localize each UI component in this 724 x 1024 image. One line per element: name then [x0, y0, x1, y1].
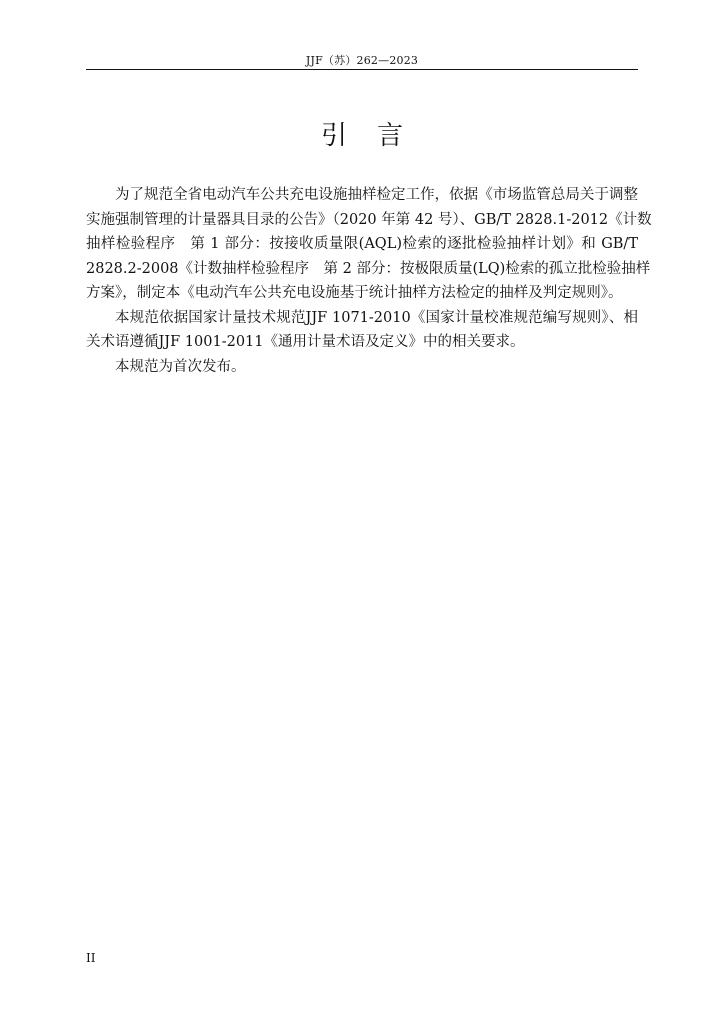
text-line: 实施强制管理的计量器具目录的公告》（2020 年第 42 号）、GB/T 2828.1-2012《计数	[86, 211, 652, 228]
text-line: 2828.2-2008《计数抽样检验程序 第 2 部分：按极限质量(LQ)检索的孤立批检验抽样	[86, 260, 651, 277]
text-line: 方案》，制定本《电动汽车公共充电设施基于统计抽样方法检定的抽样及判定规则》。	[86, 285, 623, 301]
text-line: 为了规范全省电动汽车公共充电设施抽样检定工作，依据《市场监管总局关于调整	[115, 187, 638, 203]
page-title: 引言	[320, 121, 433, 151]
paragraph-1	[86, 183, 652, 306]
text-line: 抽样检验程序 第 1 部分：按接收质量限(AQL)检索的逐批检验抽样计划》和 GB/T	[86, 236, 638, 252]
running-header: JJF（苏）262—2023	[305, 54, 419, 67]
body-text	[86, 183, 652, 379]
header-rule	[86, 69, 638, 70]
page-number: II	[86, 951, 96, 965]
text-line: 本规范依据国家计量技术规范JJF 1071-2010《国家计量校准规范编写规则》、相	[115, 309, 638, 326]
paragraph-2	[86, 306, 638, 355]
paragraph-3	[86, 355, 638, 380]
text-line: 本规范为首次发布。	[115, 358, 246, 375]
text-line: 关术语遵循JJF 1001-2011《通用计量术语及定义》中的相关要求。	[86, 334, 525, 350]
